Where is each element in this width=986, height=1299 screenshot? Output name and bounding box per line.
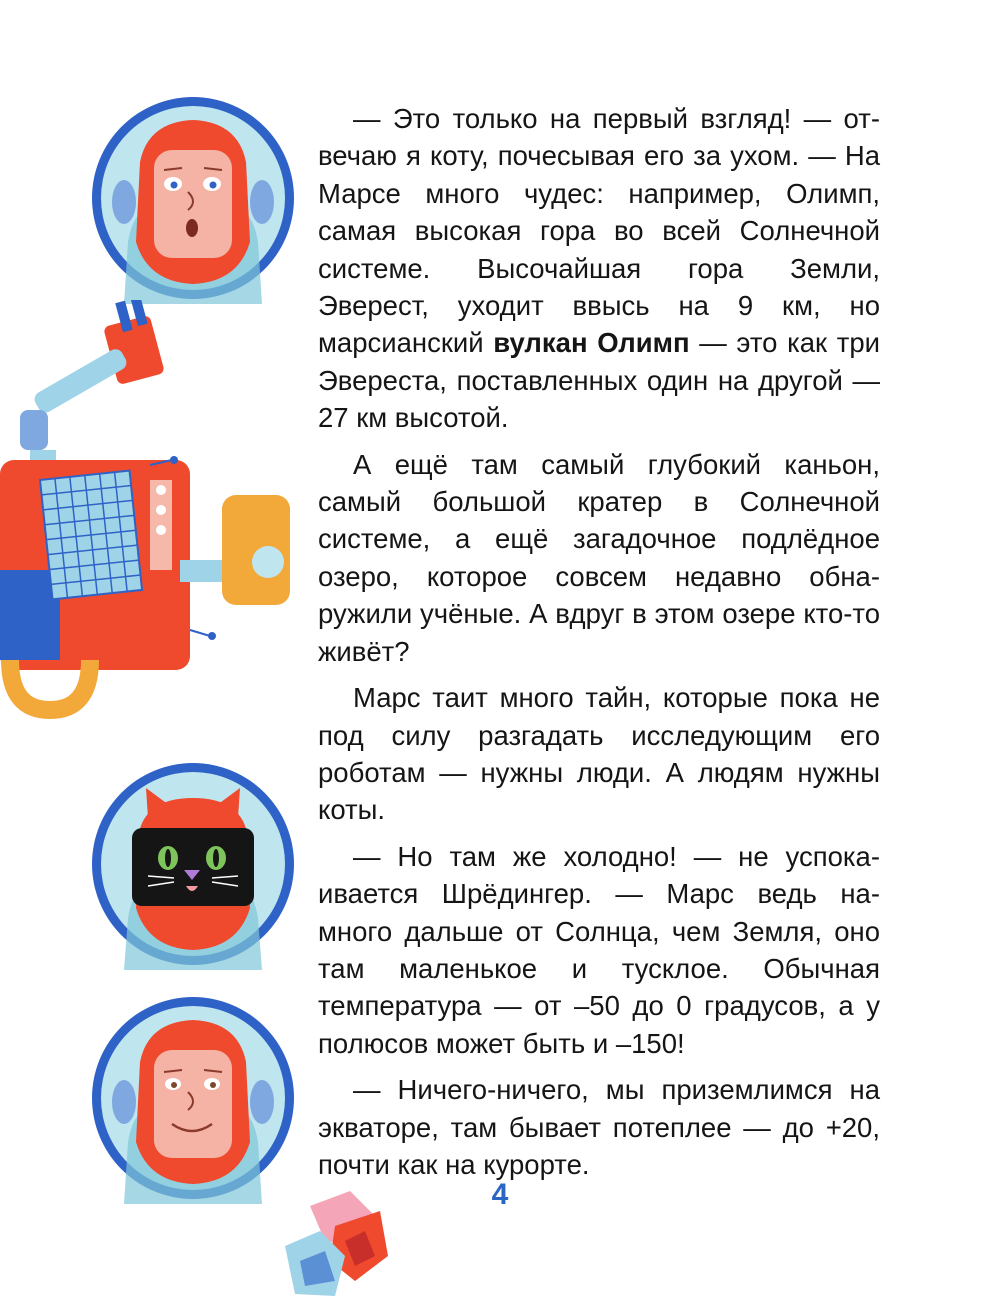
text-line: Олимп, самая высокая гора во всей	[318, 177, 881, 247]
text-line: Марс таит много тайн, которые пока	[353, 682, 838, 714]
bold-term: вулкан Олимп	[493, 327, 690, 359]
text-line: его роботам — нужны люди. А людям	[318, 719, 881, 788]
text-line: оно там маленькое и тусклое. Обычная	[318, 915, 880, 984]
text-line: до +20, почти как на курорте.	[318, 1111, 880, 1180]
paragraph	[318, 446, 880, 670]
page-number: 4	[491, 1178, 509, 1211]
text-line: самый большой кратер в Солнечной	[318, 486, 880, 518]
paragraph	[318, 679, 880, 829]
text-line: но марсианский	[318, 290, 880, 359]
text-line: Солнечной системе. Высочайшая гора	[318, 215, 880, 284]
paragraph	[318, 1071, 880, 1183]
text-line: кто-то живёт?	[318, 598, 881, 667]
text-line: — Это только на первый взгляд! — от-	[353, 103, 880, 134]
paragraph	[318, 838, 880, 1062]
text-line: системе, а ещё загадочное подлёдное	[318, 523, 880, 555]
text-line: нужны коты.	[318, 756, 880, 826]
paragraph	[318, 100, 880, 437]
text-line: у полюсов может быть и –150!	[318, 990, 880, 1059]
text-line: На Марсе много чудес: например,	[318, 140, 881, 209]
text-line: — Ничего-ничего, мы приземлимся	[353, 1074, 833, 1106]
astronaut-boy-icon	[88, 92, 298, 304]
text-line: как три Эвереста, поставленных один	[318, 327, 881, 396]
text-line: температура — от –50 до 0 градусов, а	[318, 990, 854, 1022]
robot-rover-icon	[0, 300, 300, 730]
text-line: — это	[689, 327, 778, 359]
text-line: на другой — 27 км высотой.	[318, 364, 881, 434]
text-line: вечаю я коту, почесывая его за ухом. —	[318, 140, 836, 172]
text-column	[318, 100, 880, 1192]
text-line: озеро, которое совсем недавно обна-	[318, 560, 880, 592]
text-line: на экваторе, там бывает потеплее —	[318, 1074, 880, 1143]
text-line: Земли, Эверест, уходит ввысь на 9 км,	[318, 252, 881, 322]
text-line: не под силу разгадать исследующим	[318, 682, 880, 751]
astronaut-cat-icon	[88, 758, 298, 970]
text-line: много дальше от Солнца, чем Земля,	[318, 915, 822, 947]
text-line: — Но там же холодно! — не успока-	[353, 840, 880, 872]
text-line: ружили учёные. А вдруг в этом озере	[318, 598, 796, 630]
crystal-rocks-icon	[280, 1186, 392, 1299]
text-line: А ещё там самый глубокий каньон,	[353, 448, 880, 480]
astronaut-boy-smiling-icon	[88, 992, 298, 1204]
text-line: ивается Шрёдингер. — Марс ведь на-	[318, 878, 880, 910]
